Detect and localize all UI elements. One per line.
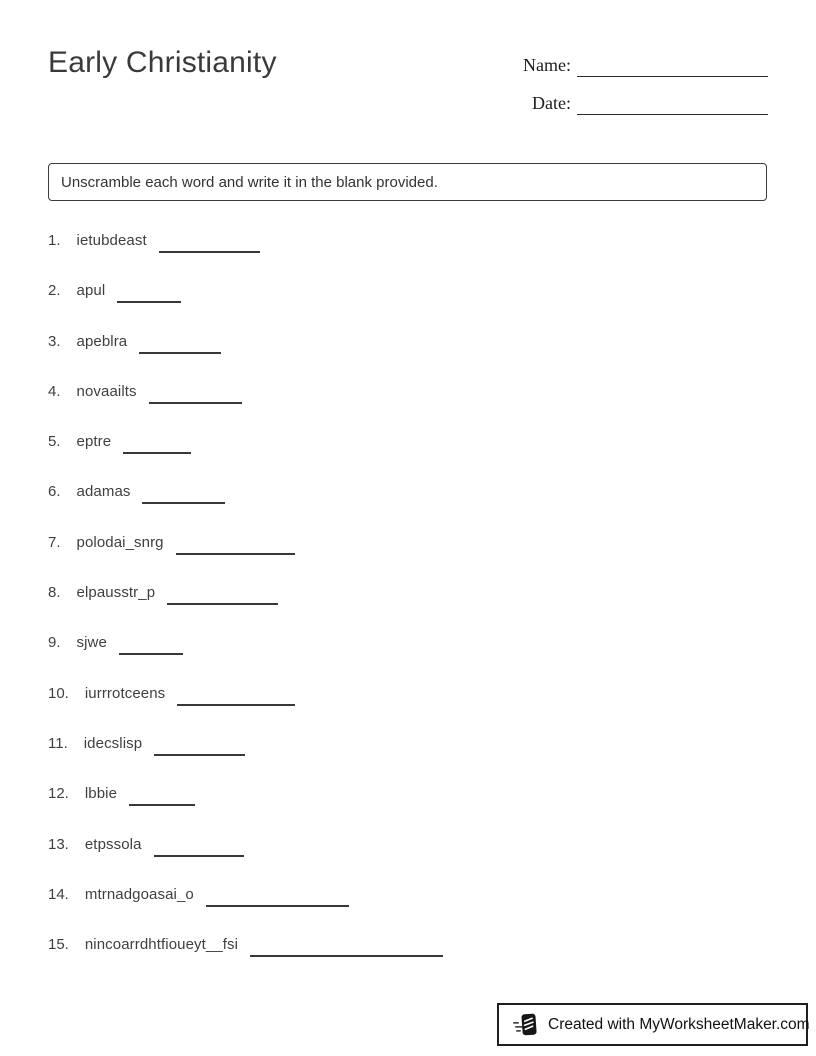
word-row [48,935,443,955]
page-title: Early Christianity [48,46,277,79]
answer-blank-line [177,690,295,706]
word-row [48,231,443,251]
scrambled-word: etpssola [84,835,142,853]
answer-blank-line [250,941,443,957]
word-row [48,281,443,301]
scrambled-word: idecslisp [83,734,143,752]
item-number: 9. [48,634,61,652]
answer-blank-line [154,841,244,857]
item-number: 4. [48,382,61,400]
answer-blank-line [129,790,195,806]
item-number: 5. [48,433,61,451]
item-number: 15. [48,936,69,954]
scrambled-word: apul [76,282,106,300]
answer-blank-line [206,891,349,907]
word-row [48,583,443,603]
word-row [48,533,443,553]
word-row [48,734,443,754]
word-list [48,231,443,985]
name-label: Name: [523,55,571,75]
item-number: 2. [48,282,61,300]
item-number: 10. [48,684,69,702]
scrambled-word: adamas [76,483,131,501]
answer-blank-line [154,740,245,756]
answer-blank-line [139,338,221,354]
scrambled-word: sjwe [76,634,107,652]
scrambled-word: nincoarrdhtfioueyt__fsi [84,936,239,954]
scrambled-word: novaailts [76,382,137,400]
item-number: 11. [48,734,68,752]
item-number: 8. [48,584,61,602]
item-number: 12. [48,785,69,803]
scrambled-word: polodai_snrg [76,533,164,551]
scrambled-word: eptre [76,433,112,451]
word-row [48,482,443,502]
answer-blank-line [142,488,225,504]
answer-blank-line [149,388,242,404]
scrambled-word: mtrnadgoasai_o [84,885,194,903]
word-row [48,784,443,804]
word-row [48,835,443,855]
item-number: 1. [48,232,61,249]
answer-blank-line [159,237,260,253]
item-number: 6. [48,483,61,501]
item-number: 7. [48,533,61,551]
word-row [48,432,443,452]
instruction-box [48,163,767,201]
answer-blank-line [167,589,278,605]
word-row [48,633,443,653]
name-field-row [500,52,768,77]
scrambled-word: iurrrotceens [84,684,166,702]
scrambled-word: elpausstr_p [76,584,156,602]
item-number: 13. [48,835,69,853]
answer-blank-line [119,639,183,655]
scrambled-word: ietubdeast [76,232,147,249]
answer-blank-line [123,438,191,454]
scrambled-word: apeblra [76,332,128,350]
date-blank-line [577,90,768,115]
item-number: 3. [48,332,61,350]
footer-credit-text: Created with MyWorksheetMaker.com [548,1015,810,1033]
name-blank-line [577,52,768,77]
word-row [48,885,443,905]
answer-blank-line [117,287,181,303]
instruction-text: Unscramble each word and write it in the blank provided. [61,173,438,191]
footer-credit-box [497,1003,808,1046]
word-row [48,332,443,352]
date-field-row [500,90,768,115]
header-fields [500,52,768,115]
word-row [48,684,443,704]
item-number: 14. [48,885,69,903]
myworksheetmaker-logo-icon [512,1011,540,1039]
scrambled-word: lbbie [84,785,118,803]
answer-blank-line [176,539,295,555]
word-row [48,382,443,402]
date-label: Date: [532,93,571,113]
